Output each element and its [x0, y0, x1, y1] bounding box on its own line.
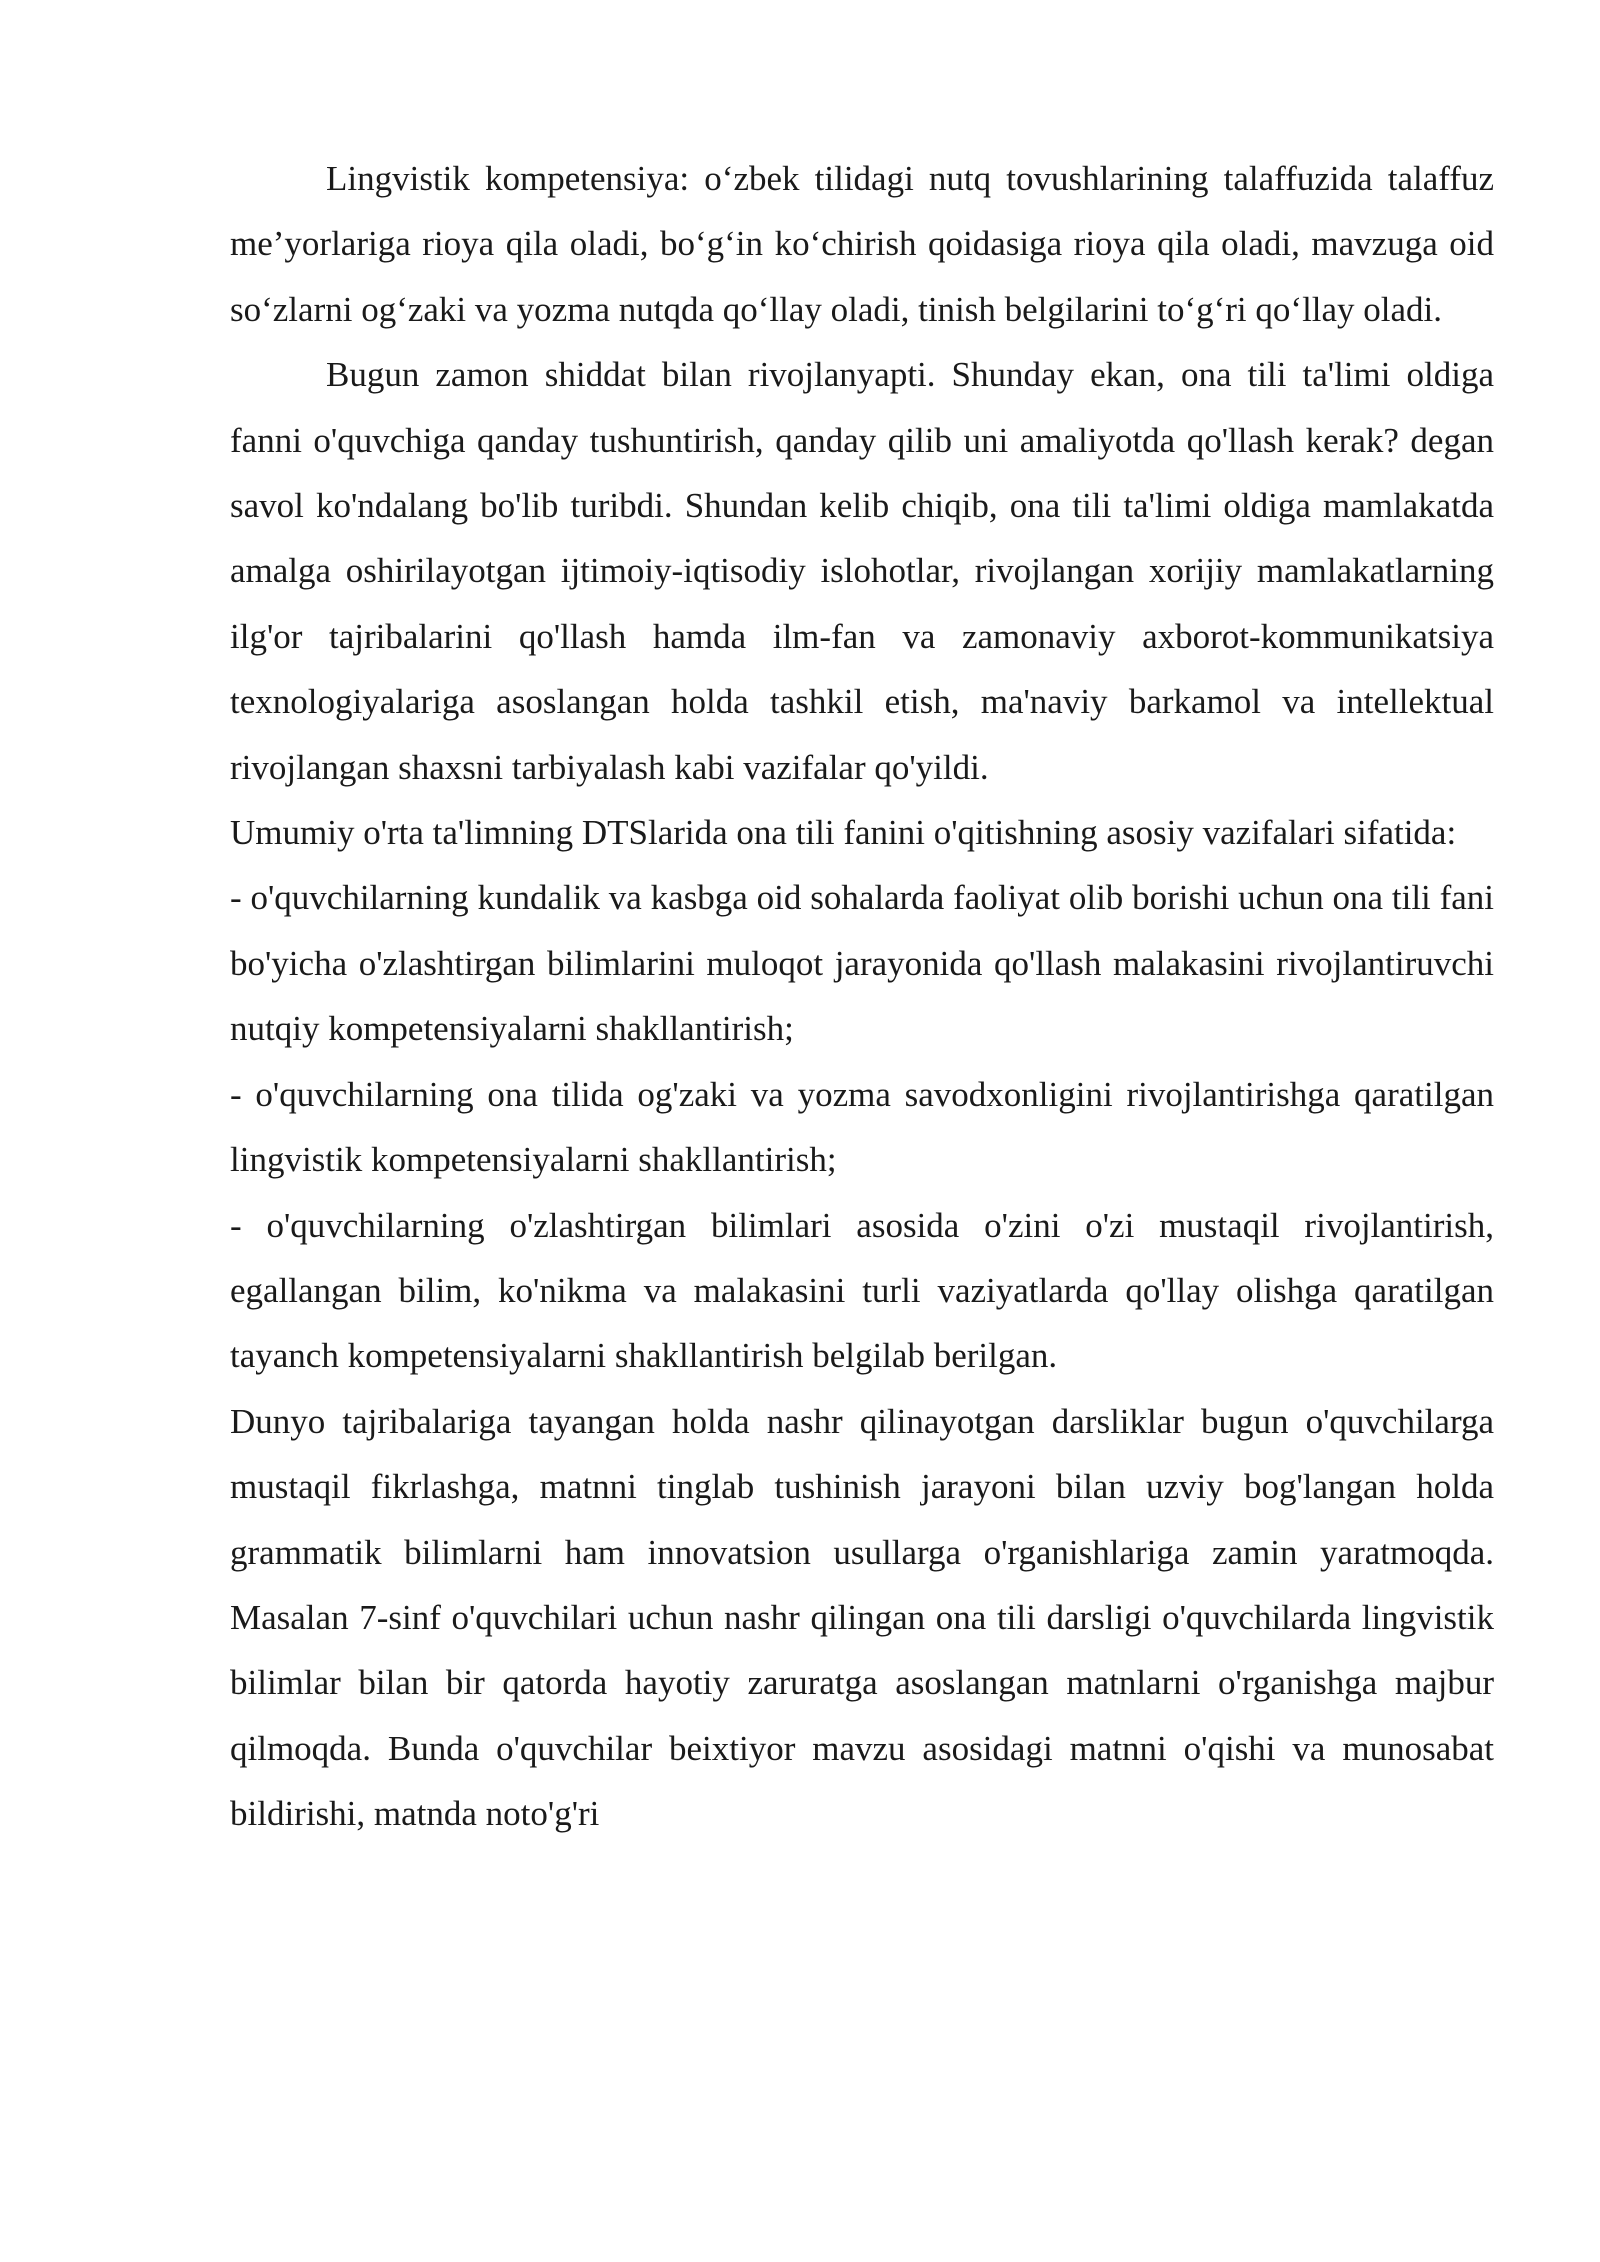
list-item: - o'quvchilarning o'zlashtirgan bilimlari asosida o'zini o'zi mustaqil rivojlantirish, egallangan bilim, ko'nikma va malakasini turli vaziyatlarda qo'llay olishga qaratilgan tayanch kompetensiyalarni shakllantirish belgilab berilgan. [230, 1205, 1494, 1376]
list-item: - o'quvchilarning kundalik va kasbga oid sohalarda faoliyat olib borishi uchun ona tili fani bo'yicha o'zlashtirgan bilimlarini muloqot jarayonida qo'llash malakasini rivojlantiruvchi nutqiy kompetensiyalarni shakllantirish; [230, 878, 1494, 1049]
document-body [230, 146, 1494, 1847]
paragraph-umumiy-orta: Umumiy o'rta ta'limning DTSlarida ona tili fanini o'qitishning asosiy vazifalari sifatida: [230, 813, 1457, 853]
paragraph-lingvistik-kompetensiya: Lingvistik kompetensiya: o‘zbek tilidagi nutq tovushlarining talaffuzida talaffuz me’yorlariga rioya qila oladi, bo‘g‘in ko‘chirish qoidasiga rioya qila oladi, mavzuga oid so‘zlarni og‘zaki va yozma nutqda qo‘llay oladi, tinish belgilarini to‘g‘ri qo‘llay oladi. [230, 159, 1494, 329]
paragraph-dunyo-tajribalariga: Dunyo tajribalariga tayangan holda nashr qilinayotgan darsliklar bugun o'quvchilarga mustaqil fikrlashga, matnni tinglab tushinish jarayoni bilan uzviy bog'langan holda grammatik bilimlarni ham innovatsion usullarga o'rganishlariga zamin yaratmoqda. Masalan 7-sinf o'quvchilari uchun nashr qilingan ona tili darsligi o'quvchilarda lingvistik bilimlar bilan bir qatorda hayotiy zaruratga asoslangan matnlarni o'rganishga majbur qilmoqda. Bunda o'quvchilar beixtiyor mavzu asosidagi matnni o'qishi va munosabat bildirishi, matnda noto'g'ri [230, 1401, 1494, 1834]
paragraph-bugun-zamon: Bugun zamon shiddat bilan rivojlanyapti. Shunday ekan, ona tili ta'limi oldiga fanni o'quvchiga qanday tushuntirish, qanday qilib uni amaliyotda qo'llash kerak? degan savol ko'ndalang bo'lib turibdi. Shundan kelib chiqib, ona tili ta'limi oldiga mamlakatda amalga oshirilayotgan ijtimoiy-iqtisodiy islohotlar, rivojlangan xorijiy mamlakatlarning ilg'or tajribalarini qo'llash hamda ilm-fan va zamonaviy axborot-kommunikatsiya texnologiyalariga asoslangan holda tashkil etish, ma'naviy barkamol va intellektual rivojlangan shaxsni tarbiyalash kabi vazifalar qo'yildi. [230, 355, 1494, 787]
list-item: - o'quvchilarning ona tilida og'zaki va yozma savodxonligini rivojlantirishga qaratilgan lingvistik kompetensiyalarni shakllantirish; [230, 1074, 1494, 1180]
